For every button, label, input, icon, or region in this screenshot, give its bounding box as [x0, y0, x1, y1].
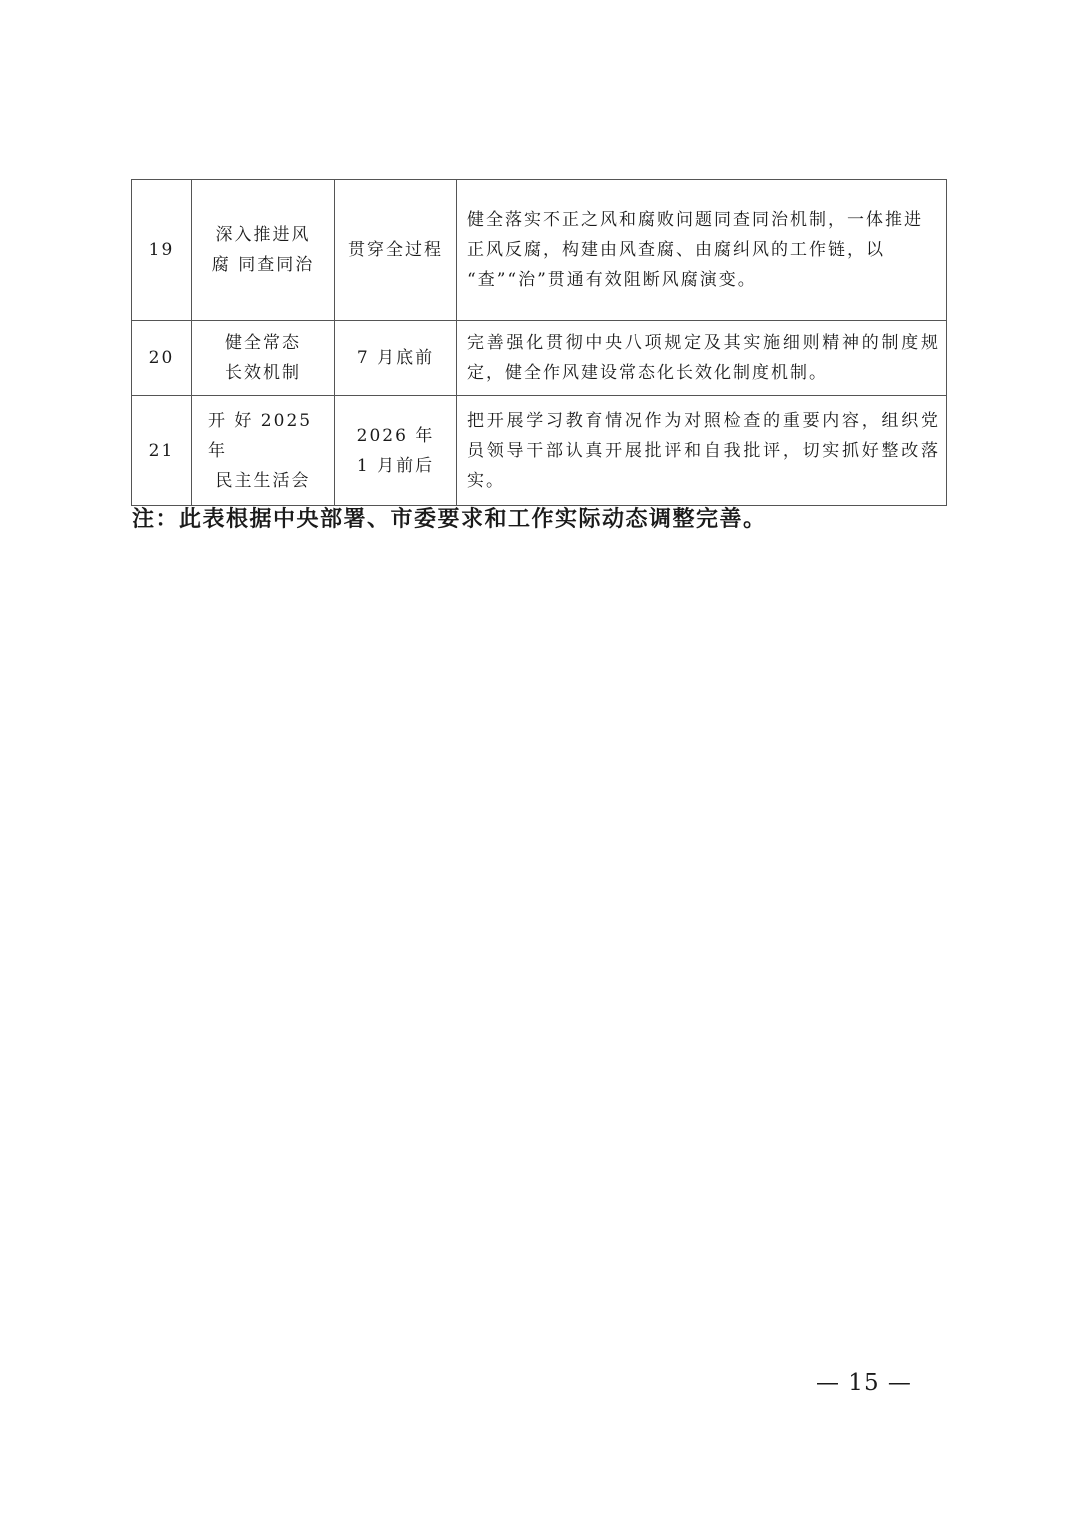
- task-name: [192, 321, 335, 396]
- row-number: 21: [132, 396, 192, 506]
- task-name-line: 腐 同查同治: [211, 255, 315, 275]
- row-number: 19: [132, 180, 192, 321]
- task-name: [192, 180, 335, 321]
- table-row: [132, 396, 947, 506]
- task-table: [131, 179, 947, 506]
- task-name: [192, 396, 335, 506]
- time-frame-line: 1 月前后: [356, 455, 435, 476]
- time-frame: 贯穿全过程: [335, 180, 457, 321]
- time-frame: [335, 396, 457, 506]
- task-description: 把开展学习教育情况作为对照检查的重要内容，组织党员领导干部认真开展批评和自我批评，切实抓好整改落实。: [457, 396, 947, 506]
- task-name-line: 深入推进风: [215, 225, 311, 245]
- task-description: 完善强化贯彻中央八项规定及其实施细则精神的制度规定，健全作风建设常态化长效化制度机制。: [457, 321, 947, 396]
- page-number: — 15 —: [816, 1370, 912, 1396]
- time-frame: 7 月底前: [335, 321, 457, 396]
- table-row: [132, 321, 947, 396]
- task-name-line: 健全常态: [225, 333, 301, 353]
- table-note: 注：此表根据中央部署、市委要求和工作实际动态调整完善。: [132, 506, 767, 532]
- task-name-line: 长效机制: [225, 363, 301, 383]
- description-line: “查”“治”贯通有效阻断风腐演变。: [467, 270, 757, 290]
- task-name-line: 年: [208, 440, 227, 461]
- table-row: [132, 180, 947, 321]
- description-line: 正风反腐，构建由风查腐、由腐纠风的工作链，以: [467, 240, 885, 260]
- time-frame-line: 2026 年: [356, 425, 435, 446]
- row-number: 20: [132, 321, 192, 396]
- description-line: 健全落实不正之风和腐败问题同查同治机制，一体推进: [467, 210, 923, 230]
- task-name-line: 民主生活会: [215, 470, 311, 491]
- task-description: [457, 180, 947, 321]
- task-name-line: 开 好 2025: [208, 410, 313, 431]
